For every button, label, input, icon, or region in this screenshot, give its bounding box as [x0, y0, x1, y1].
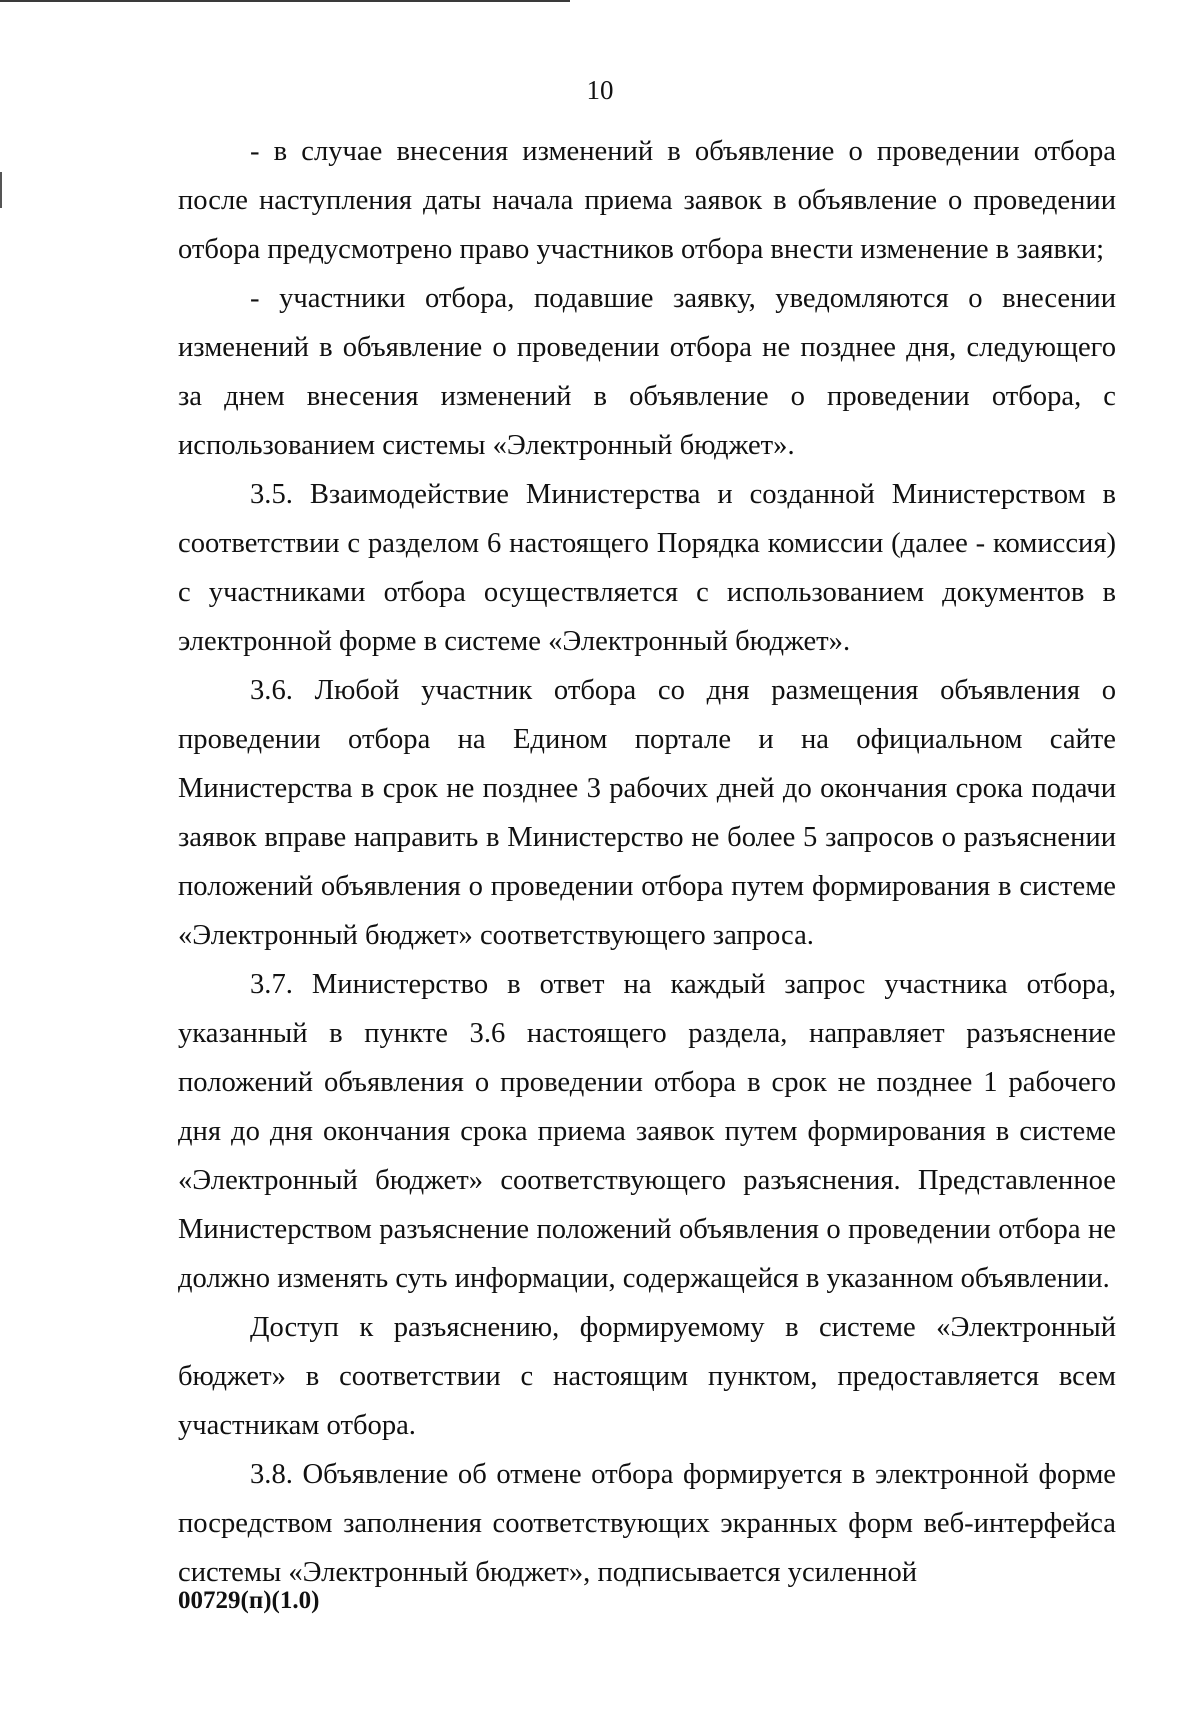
- paragraph-3-6: 3.6. Любой участник отбора со дня размещения объявления о проведении отбора на Едином портале и на официальном сайте Министерства в срок не позднее 3 рабочих дней до окончания срока подачи заявок вправе направить в Министерство не более 5 запросов о разъяснении положений объявления о проведении отбора путем формирования в системе «Электронный бюджет» соответствующего запроса.: [178, 675, 1116, 951]
- scan-edge-line: [0, 0, 570, 2]
- paragraph-3-7: 3.7. Министерство в ответ на каждый запрос участника отбора, указанный в пункте 3.6 настоящего раздела, направляет разъяснение положений объявления о проведении отбора в срок не позднее 1 рабочего дня до дня окончания срока приема заявок путем формирования в системе «Электронный бюджет» соответствующего разъяснения. Представленное Министерством разъяснение положений объявления о проведении отбора не должно изменять суть информации, содержащейся в указанном объявлении.: [178, 969, 1116, 1294]
- paragraph-amendment-rights: - в случае внесения изменений в объявление о проведении отбора после наступления даты начала приема заявок в объявление о проведении отбора предусмотрено право участников отбора внести изменение в заявки;: [178, 136, 1116, 265]
- document-code: 00729(п)(1.0): [178, 1587, 320, 1614]
- paragraph-3-5: 3.5. Взаимодействие Министерства и созданной Министерством в соответствии с разделом 6 настоящего Порядка комиссии (далее - комиссия) с участниками отбора осуществляется с использованием документов в электронной форме в системе «Электронный бюджет».: [178, 479, 1116, 657]
- page-number: 10: [586, 75, 614, 105]
- document-body: [178, 127, 1116, 1597]
- paragraph-access-clarification: Доступ к разъяснению, формируемому в системе «Электронный бюджет» в соответствии с настоящим пунктом, предоставляется всем участникам отбора.: [178, 1312, 1116, 1441]
- scan-margin-mark: [0, 172, 2, 208]
- paragraph-participant-notification: - участники отбора, подавшие заявку, уведомляются о внесении изменений в объявление о проведении отбора не позднее дня, следующего за днем внесения изменений в объявление о проведении отбора, с использованием системы «Электронный бюджет».: [178, 283, 1116, 461]
- paragraph-3-8: 3.8. Объявление об отмене отбора формируется в электронной форме посредством заполнения соответствующих экранных форм веб-интерфейса системы «Электронный бюджет», подписывается усиленной: [178, 1459, 1116, 1588]
